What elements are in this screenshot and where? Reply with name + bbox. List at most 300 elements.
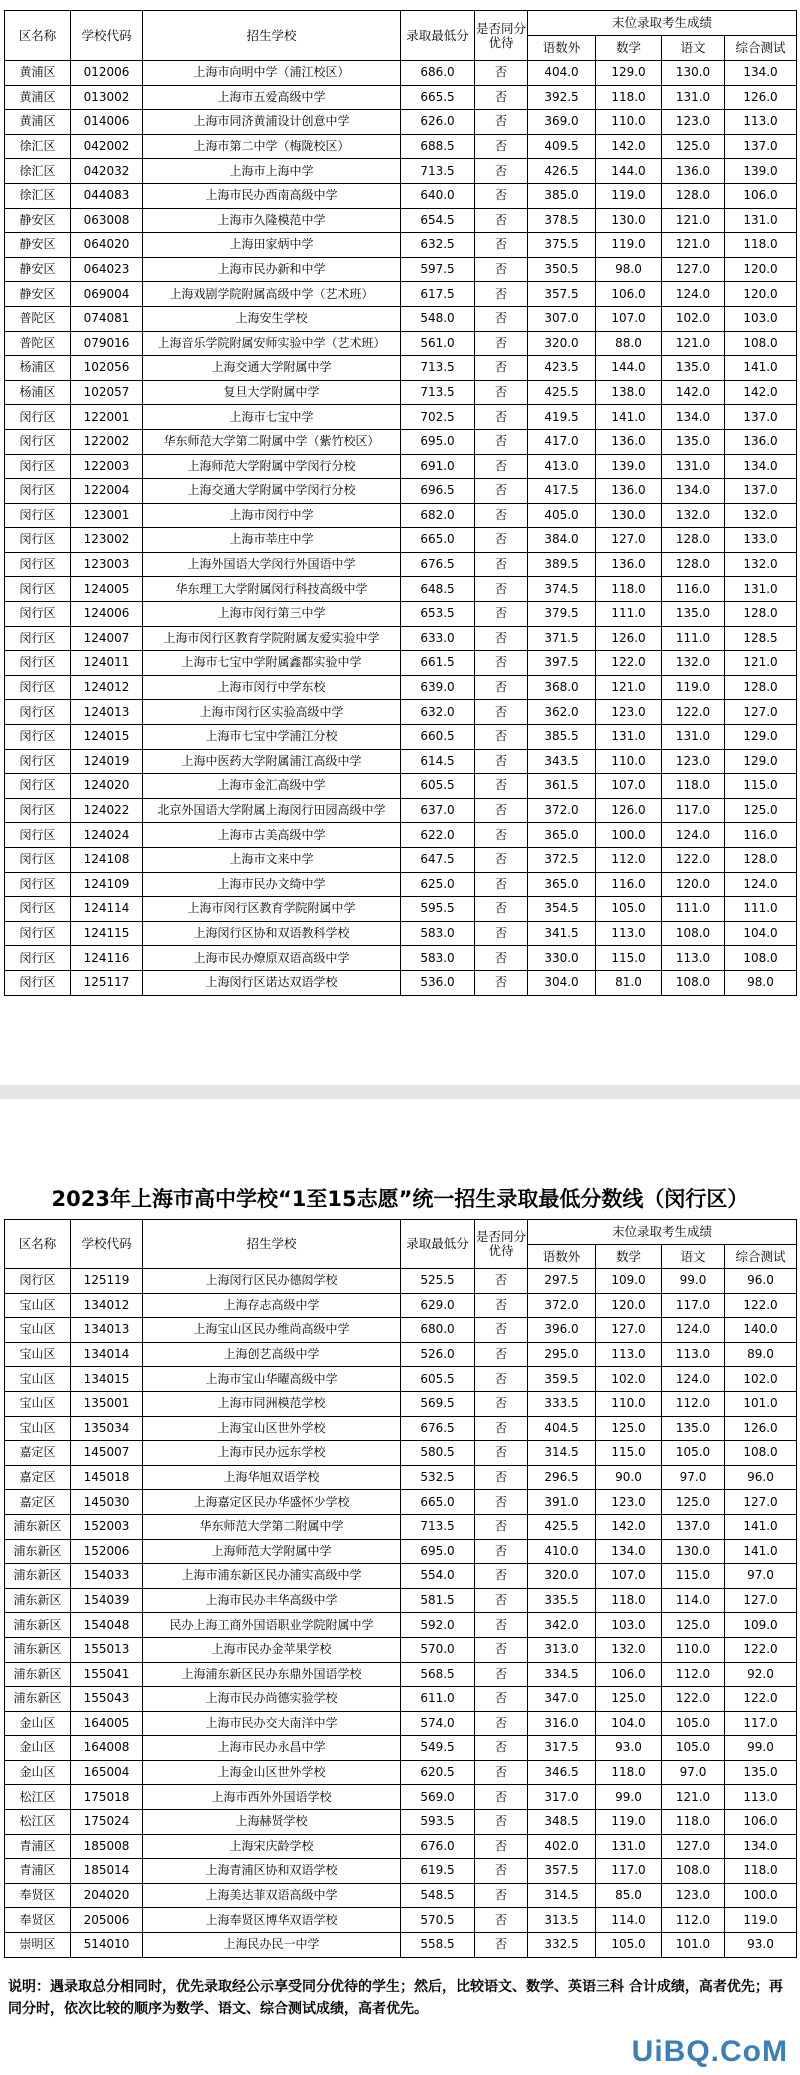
cell-district: 浦东新区 (5, 1687, 71, 1712)
cell-code: 013002 (71, 85, 143, 110)
cell-tie-priority: 否 (475, 1859, 528, 1884)
cell-comprehensive: 121.0 (725, 651, 797, 676)
cell-district: 黄浦区 (5, 61, 71, 86)
cell-math: 88.0 (596, 331, 662, 356)
cell-tie-priority: 否 (475, 1490, 528, 1515)
cell-code: 123002 (71, 528, 143, 553)
cell-comprehensive: 99.0 (725, 1736, 797, 1761)
cell-comprehensive: 111.0 (725, 897, 797, 922)
page-separator (0, 1085, 800, 1099)
cell-code: 124006 (71, 602, 143, 627)
table-row (5, 970, 797, 995)
cell-code: 102057 (71, 380, 143, 405)
cell-min-score: 676.5 (401, 552, 475, 577)
cell-comprehensive: 93.0 (725, 1933, 797, 1958)
cell-math: 106.0 (596, 1662, 662, 1687)
cell-code: 102056 (71, 356, 143, 381)
cell-non-chinese: 402.0 (528, 1834, 596, 1859)
cell-district: 静安区 (5, 208, 71, 233)
cell-district: 闵行区 (5, 528, 71, 553)
table-row (5, 1760, 797, 1785)
cell-code: 124012 (71, 675, 143, 700)
cell-chinese: 113.0 (662, 1342, 725, 1367)
cell-school: 上海安生学校 (143, 306, 401, 331)
cell-chinese: 102.0 (662, 306, 725, 331)
cell-chinese: 128.0 (662, 183, 725, 208)
cell-non-chinese: 362.0 (528, 700, 596, 725)
cell-school: 上海市文来中学 (143, 848, 401, 873)
cell-math: 127.0 (596, 528, 662, 553)
cell-math: 126.0 (596, 626, 662, 651)
cell-district: 闵行区 (5, 602, 71, 627)
cell-min-score: 713.5 (401, 159, 475, 184)
cell-district: 普陀区 (5, 306, 71, 331)
cell-school: 上海市西外外国语学校 (143, 1785, 401, 1810)
cell-school: 上海市民办丰华高级中学 (143, 1588, 401, 1613)
cell-min-score: 680.0 (401, 1318, 475, 1343)
header-min-score: 录取最低分 (401, 1220, 475, 1269)
cell-comprehensive: 117.0 (725, 1711, 797, 1736)
cell-chinese: 116.0 (662, 577, 725, 602)
header-school: 招生学校 (143, 1220, 401, 1269)
cell-comprehensive: 126.0 (725, 85, 797, 110)
table-row (5, 1736, 797, 1761)
table-row (5, 356, 797, 381)
cell-school: 上海市同洲模范学校 (143, 1391, 401, 1416)
cell-min-score: 691.0 (401, 454, 475, 479)
cell-tie-priority: 否 (475, 1933, 528, 1958)
table-row (5, 1391, 797, 1416)
cell-chinese: 123.0 (662, 110, 725, 135)
table-row (5, 1785, 797, 1810)
cell-code: 074081 (71, 306, 143, 331)
cell-tie-priority: 否 (475, 1711, 528, 1736)
cell-min-score: 605.5 (401, 1367, 475, 1392)
cell-min-score: 702.5 (401, 405, 475, 430)
cell-code: 124024 (71, 823, 143, 848)
cell-math: 142.0 (596, 1514, 662, 1539)
cell-tie-priority: 否 (475, 749, 528, 774)
cell-district: 闵行区 (5, 675, 71, 700)
cell-chinese: 130.0 (662, 1539, 725, 1564)
cell-district: 静安区 (5, 282, 71, 307)
cell-chinese: 121.0 (662, 331, 725, 356)
cell-district: 闵行区 (5, 429, 71, 454)
header-sub-math: 数学 (596, 1245, 662, 1269)
cell-school: 上海市闵行中学东校 (143, 675, 401, 700)
cell-school: 华东师范大学第二附属中学（紫竹校区） (143, 429, 401, 454)
cell-math: 103.0 (596, 1613, 662, 1638)
cell-non-chinese: 359.5 (528, 1367, 596, 1392)
cell-non-chinese: 365.0 (528, 872, 596, 897)
cell-min-score: 525.5 (401, 1269, 475, 1294)
table-row (5, 798, 797, 823)
cell-min-score: 654.5 (401, 208, 475, 233)
cell-min-score: 686.0 (401, 61, 475, 86)
cell-code: 014006 (71, 110, 143, 135)
cell-math: 118.0 (596, 1760, 662, 1785)
cell-non-chinese: 389.5 (528, 552, 596, 577)
cell-district: 宝山区 (5, 1416, 71, 1441)
table-row (5, 1687, 797, 1712)
table-row (5, 233, 797, 258)
cell-math: 121.0 (596, 675, 662, 700)
cell-comprehensive: 127.0 (725, 1490, 797, 1515)
cell-district: 普陀区 (5, 331, 71, 356)
cell-chinese: 112.0 (662, 1908, 725, 1933)
cell-min-score: 619.5 (401, 1859, 475, 1884)
cell-non-chinese: 423.5 (528, 356, 596, 381)
cell-school: 上海交通大学附属中学闵行分校 (143, 479, 401, 504)
cell-chinese: 136.0 (662, 159, 725, 184)
cell-district: 闵行区 (5, 848, 71, 873)
cell-code: 079016 (71, 331, 143, 356)
table-row (5, 946, 797, 971)
cell-non-chinese: 357.5 (528, 1859, 596, 1884)
table-row (5, 1539, 797, 1564)
cell-code: 145030 (71, 1490, 143, 1515)
cell-min-score: 639.0 (401, 675, 475, 700)
cell-non-chinese: 346.5 (528, 1760, 596, 1785)
cell-comprehensive: 109.0 (725, 1613, 797, 1638)
table-row (5, 503, 797, 528)
cell-school: 华东师范大学第二附属中学 (143, 1514, 401, 1539)
cell-school: 上海华旭双语学校 (143, 1465, 401, 1490)
cell-comprehensive: 122.0 (725, 1293, 797, 1318)
cell-chinese: 113.0 (662, 946, 725, 971)
cell-code: 205006 (71, 1908, 143, 1933)
cell-school: 上海青浦区协和双语学校 (143, 1859, 401, 1884)
cell-non-chinese: 385.0 (528, 183, 596, 208)
cell-code: 152006 (71, 1539, 143, 1564)
cell-math: 117.0 (596, 1859, 662, 1884)
cell-math: 131.0 (596, 725, 662, 750)
cell-tie-priority: 否 (475, 1908, 528, 1933)
cell-code: 134015 (71, 1367, 143, 1392)
cell-min-score: 574.0 (401, 1711, 475, 1736)
cell-code: 125117 (71, 970, 143, 995)
header-last-admitted: 末位录取考生成绩 (528, 11, 797, 36)
cell-code: 135001 (71, 1391, 143, 1416)
cell-math: 131.0 (596, 1834, 662, 1859)
cell-chinese: 97.0 (662, 1760, 725, 1785)
cell-code: 042002 (71, 134, 143, 159)
cell-min-score: 597.5 (401, 257, 475, 282)
cell-min-score: 569.0 (401, 1785, 475, 1810)
cell-chinese: 131.0 (662, 725, 725, 750)
cell-min-score: 569.5 (401, 1391, 475, 1416)
cell-district: 徐汇区 (5, 159, 71, 184)
cell-non-chinese: 335.5 (528, 1588, 596, 1613)
table-row (5, 454, 797, 479)
cell-school: 上海存志高级中学 (143, 1293, 401, 1318)
cell-math: 81.0 (596, 970, 662, 995)
cell-tie-priority: 否 (475, 897, 528, 922)
cell-tie-priority: 否 (475, 1662, 528, 1687)
cell-district: 嘉定区 (5, 1490, 71, 1515)
cell-math: 107.0 (596, 1564, 662, 1589)
cell-tie-priority: 否 (475, 1588, 528, 1613)
cell-code: 134013 (71, 1318, 143, 1343)
cell-tie-priority: 否 (475, 85, 528, 110)
cell-chinese: 124.0 (662, 1367, 725, 1392)
cell-min-score: 632.0 (401, 700, 475, 725)
cell-chinese: 118.0 (662, 774, 725, 799)
cell-code: 124005 (71, 577, 143, 602)
table-row (5, 134, 797, 159)
cell-tie-priority: 否 (475, 1367, 528, 1392)
cell-comprehensive: 134.0 (725, 1834, 797, 1859)
cell-tie-priority: 否 (475, 848, 528, 873)
header-code: 学校代码 (71, 1220, 143, 1269)
table-row (5, 61, 797, 86)
cell-district: 浦东新区 (5, 1514, 71, 1539)
cell-school: 华东理工大学附属闵行科技高级中学 (143, 577, 401, 602)
cell-min-score: 665.5 (401, 85, 475, 110)
cell-chinese: 125.0 (662, 1613, 725, 1638)
cell-math: 118.0 (596, 85, 662, 110)
cell-chinese: 101.0 (662, 1933, 725, 1958)
cell-comprehensive: 118.0 (725, 1859, 797, 1884)
cell-code: 154033 (71, 1564, 143, 1589)
cell-district: 闵行区 (5, 1269, 71, 1294)
cell-math: 122.0 (596, 651, 662, 676)
cell-min-score: 640.0 (401, 183, 475, 208)
cell-math: 134.0 (596, 1539, 662, 1564)
cell-school: 上海市民办金苹果学校 (143, 1637, 401, 1662)
cell-code: 124022 (71, 798, 143, 823)
cell-chinese: 125.0 (662, 134, 725, 159)
cell-tie-priority: 否 (475, 479, 528, 504)
cell-tie-priority: 否 (475, 208, 528, 233)
cell-chinese: 117.0 (662, 1293, 725, 1318)
table-row (5, 159, 797, 184)
cell-tie-priority: 否 (475, 1391, 528, 1416)
cell-tie-priority: 否 (475, 331, 528, 356)
cell-comprehensive: 137.0 (725, 405, 797, 430)
cell-min-score: 665.0 (401, 1490, 475, 1515)
cell-non-chinese: 317.0 (528, 1785, 596, 1810)
cell-chinese: 121.0 (662, 208, 725, 233)
cell-min-score: 568.5 (401, 1662, 475, 1687)
cell-chinese: 120.0 (662, 872, 725, 897)
table-row (5, 405, 797, 430)
cell-math: 110.0 (596, 110, 662, 135)
cell-school: 上海市民办燎原双语高级中学 (143, 946, 401, 971)
cell-district: 闵行区 (5, 946, 71, 971)
admission-table-2 (4, 1219, 797, 1958)
cell-school: 上海宋庆龄学校 (143, 1834, 401, 1859)
cell-code: 044083 (71, 183, 143, 208)
cell-tie-priority: 否 (475, 552, 528, 577)
cell-school: 上海市民办永昌中学 (143, 1736, 401, 1761)
cell-min-score: 633.0 (401, 626, 475, 651)
cell-comprehensive: 134.0 (725, 454, 797, 479)
cell-tie-priority: 否 (475, 1416, 528, 1441)
cell-min-score: 570.0 (401, 1637, 475, 1662)
cell-code: 124015 (71, 725, 143, 750)
cell-tie-priority: 否 (475, 1736, 528, 1761)
cell-school: 上海民办民一中学 (143, 1933, 401, 1958)
cell-tie-priority: 否 (475, 1810, 528, 1835)
cell-chinese: 135.0 (662, 1416, 725, 1441)
cell-district: 松江区 (5, 1785, 71, 1810)
table-row (5, 552, 797, 577)
header-tie-priority: 是否同分优待 (475, 11, 528, 61)
cell-tie-priority: 否 (475, 651, 528, 676)
cell-comprehensive: 104.0 (725, 921, 797, 946)
cell-min-score: 626.0 (401, 110, 475, 135)
table-row (5, 257, 797, 282)
cell-tie-priority: 否 (475, 1465, 528, 1490)
table-row (5, 1613, 797, 1638)
cell-school: 上海师范大学附属中学闵行分校 (143, 454, 401, 479)
cell-school: 上海市七宝中学附属鑫都实验中学 (143, 651, 401, 676)
cell-math: 127.0 (596, 1318, 662, 1343)
cell-non-chinese: 316.0 (528, 1711, 596, 1736)
cell-district: 奉贤区 (5, 1883, 71, 1908)
cell-comprehensive: 120.0 (725, 257, 797, 282)
cell-tie-priority: 否 (475, 725, 528, 750)
cell-code: 145018 (71, 1465, 143, 1490)
cell-code: 064020 (71, 233, 143, 258)
cell-comprehensive: 98.0 (725, 970, 797, 995)
cell-comprehensive: 127.0 (725, 700, 797, 725)
cell-district: 静安区 (5, 257, 71, 282)
table-row (5, 306, 797, 331)
cell-school: 上海市民办西南高级中学 (143, 183, 401, 208)
cell-tie-priority: 否 (475, 528, 528, 553)
cell-non-chinese: 295.0 (528, 1342, 596, 1367)
cell-chinese: 118.0 (662, 1810, 725, 1835)
cell-chinese: 122.0 (662, 1687, 725, 1712)
cell-district: 闵行区 (5, 454, 71, 479)
cell-school: 上海奉贤区博华双语学校 (143, 1908, 401, 1933)
cell-chinese: 112.0 (662, 1662, 725, 1687)
cell-school: 上海田家炳中学 (143, 233, 401, 258)
table-row (5, 528, 797, 553)
cell-code: 122001 (71, 405, 143, 430)
cell-district: 宝山区 (5, 1367, 71, 1392)
cell-min-score: 617.5 (401, 282, 475, 307)
cell-comprehensive: 136.0 (725, 429, 797, 454)
cell-district: 闵行区 (5, 552, 71, 577)
cell-min-score: 548.0 (401, 306, 475, 331)
cell-district: 徐汇区 (5, 183, 71, 208)
cell-non-chinese: 409.5 (528, 134, 596, 159)
cell-comprehensive: 141.0 (725, 1539, 797, 1564)
cell-comprehensive: 96.0 (725, 1269, 797, 1294)
cell-school: 上海中医药大学附属浦江高级中学 (143, 749, 401, 774)
cell-non-chinese: 369.0 (528, 110, 596, 135)
cell-math: 105.0 (596, 897, 662, 922)
cell-district: 奉贤区 (5, 1908, 71, 1933)
cell-tie-priority: 否 (475, 946, 528, 971)
cell-non-chinese: 384.0 (528, 528, 596, 553)
cell-comprehensive: 134.0 (725, 61, 797, 86)
cell-school: 上海赫贤学校 (143, 1810, 401, 1835)
cell-comprehensive: 128.0 (725, 675, 797, 700)
table-row (5, 1810, 797, 1835)
cell-non-chinese: 348.5 (528, 1810, 596, 1835)
cell-math: 141.0 (596, 405, 662, 430)
cell-math: 116.0 (596, 872, 662, 897)
cell-chinese: 99.0 (662, 1269, 725, 1294)
cell-tie-priority: 否 (475, 921, 528, 946)
cell-code: 123001 (71, 503, 143, 528)
cell-math: 85.0 (596, 1883, 662, 1908)
cell-code: 124114 (71, 897, 143, 922)
cell-non-chinese: 313.0 (528, 1637, 596, 1662)
cell-school: 上海市民办新和中学 (143, 257, 401, 282)
cell-comprehensive: 137.0 (725, 134, 797, 159)
cell-chinese: 135.0 (662, 429, 725, 454)
cell-non-chinese: 371.5 (528, 626, 596, 651)
cell-min-score: 688.5 (401, 134, 475, 159)
cell-non-chinese: 350.5 (528, 257, 596, 282)
cell-math: 129.0 (596, 61, 662, 86)
cell-district: 浦东新区 (5, 1539, 71, 1564)
cell-tie-priority: 否 (475, 1785, 528, 1810)
cell-district: 松江区 (5, 1810, 71, 1835)
cell-school: 上海宝山区民办维尚高级中学 (143, 1318, 401, 1343)
cell-math: 100.0 (596, 823, 662, 848)
cell-school: 上海市宝山华曜高级中学 (143, 1367, 401, 1392)
cell-code: 134014 (71, 1342, 143, 1367)
cell-comprehensive: 142.0 (725, 380, 797, 405)
cell-chinese: 105.0 (662, 1736, 725, 1761)
cell-chinese: 134.0 (662, 479, 725, 504)
table-row (5, 183, 797, 208)
table-row (5, 823, 797, 848)
cell-min-score: 629.0 (401, 1293, 475, 1318)
cell-comprehensive: 133.0 (725, 528, 797, 553)
table-row (5, 1269, 797, 1294)
cell-district: 宝山区 (5, 1293, 71, 1318)
cell-school: 上海市闵行第三中学 (143, 602, 401, 627)
cell-school: 上海市向明中学（浦江校区） (143, 61, 401, 86)
cell-comprehensive: 125.0 (725, 798, 797, 823)
table-row (5, 1318, 797, 1343)
cell-min-score: 549.5 (401, 1736, 475, 1761)
table-row (5, 651, 797, 676)
cell-chinese: 115.0 (662, 1564, 725, 1589)
cell-non-chinese: 320.0 (528, 1564, 596, 1589)
cell-chinese: 131.0 (662, 85, 725, 110)
cell-tie-priority: 否 (475, 454, 528, 479)
cell-code: 164005 (71, 1711, 143, 1736)
cell-code: 154039 (71, 1588, 143, 1613)
cell-school: 上海市古美高级中学 (143, 823, 401, 848)
cell-tie-priority: 否 (475, 675, 528, 700)
cell-school: 上海外国语大学闵行外国语中学 (143, 552, 401, 577)
cell-chinese: 137.0 (662, 1514, 725, 1539)
cell-school: 上海师范大学附属中学 (143, 1539, 401, 1564)
cell-non-chinese: 330.0 (528, 946, 596, 971)
cell-tie-priority: 否 (475, 798, 528, 823)
cell-comprehensive: 126.0 (725, 1416, 797, 1441)
cell-non-chinese: 372.0 (528, 1293, 596, 1318)
cell-math: 118.0 (596, 1588, 662, 1613)
cell-school: 上海市闵行区实验高级中学 (143, 700, 401, 725)
cell-comprehensive: 120.0 (725, 282, 797, 307)
table-row (5, 1859, 797, 1884)
cell-district: 闵行区 (5, 749, 71, 774)
header-min-score: 录取最低分 (401, 11, 475, 61)
cell-min-score: 622.0 (401, 823, 475, 848)
cell-non-chinese: 317.5 (528, 1736, 596, 1761)
cell-math: 110.0 (596, 1391, 662, 1416)
